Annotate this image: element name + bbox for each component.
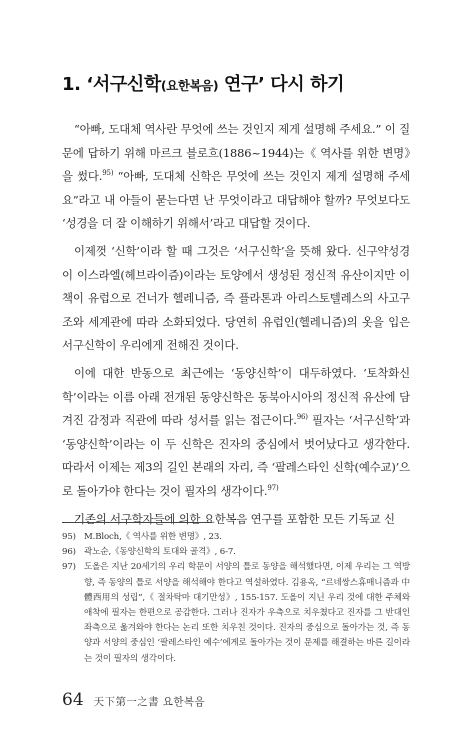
- page-number: 64: [62, 690, 84, 710]
- footnote: [62, 545, 410, 560]
- paragraph: [62, 240, 410, 358]
- page-footer: [62, 690, 205, 710]
- heading-prefix: 1. ‘서구신학: [62, 74, 161, 95]
- footnote-number: 95): [62, 532, 76, 542]
- footnote-text: M.Bloch,《 역사를 위한 변명》, 23.: [84, 532, 222, 542]
- footnotes: [62, 530, 410, 667]
- paragraph: [62, 508, 410, 532]
- paragraph-text: “아빠, 도대체 신학은 무엇에 쓰는 것인지 제게 설명해 주세요”라고 내 아들이 묻는다면 난 무엇이라고 대답해야 할까? 무엇보다도 ‘성경을 더 잘 이해하기 위해서’라고 대답할 것이다.: [62, 169, 410, 231]
- body-text: [62, 118, 410, 531]
- paragraph-text: 기존의 서구학자들에 의한 요한복음 연구를 포함한 모든 기독교 신: [74, 511, 395, 526]
- paragraph: [62, 118, 410, 236]
- footnote-ref: 95): [102, 169, 114, 178]
- running-head: 天下第一之書 요한복음: [93, 696, 205, 708]
- footnote: [62, 560, 410, 666]
- footnote-number: 97): [62, 562, 76, 573]
- footnote-text: 곽노순,《동양신학의 토대와 골격》, 6-7.: [84, 547, 236, 558]
- footnote-ref: 97): [267, 484, 279, 493]
- heading-suffix: 연구’ 다시 하기: [218, 74, 345, 95]
- footnote: [62, 530, 410, 545]
- footnote-ref: 96): [296, 413, 308, 422]
- paragraph: [62, 362, 410, 504]
- paragraph-text: “아빠, 도대체 역사란 무엇에 쓰는 것인지 제게 설명해 주세요.” 이 질문에 답하기 위해 마르크 블로흐(1886~1944)는《 역사를 위한 변명》을 썼다.: [62, 122, 410, 184]
- footnote-text: 도올은 지난 20세기의 우리 학문이 서양의 틀로 동양을 해석했다면, 이제 우리는 그 역방향, 즉 동양의 틀로 서양을 해석해야 한다고 역설하였다. 김용옥, “르네쌍스휴매니즘과 中體西用의 성립”,《 절차탁마 대기만성》, 155-157. 도올이 지닌 우리 것에 대한 주체와 애착에 필자는 한편으로 공감한다. 그러나 진자가 우측으로 치우쳤다고 진자를 그 반대인 좌측으로 옮겨와야 한다는 논리 또한 치우친 것이다. 진자의 중심으로 돌아가는 것, 즉 동양과 서양의 중심인 ‘팔레스타인 예수’에게로 돌아가는 것이 문제를 해결하는 바른 길이라는 것이 필자의 생각이다.: [84, 562, 410, 664]
- section-heading: [62, 70, 344, 96]
- paragraph-text: 필자는 ‘서구신학’과 ‘동양신학’이라는 이 두 신학은 진자의 중심에서 벗어났다고 생각한다. 따라서 이제는 제3의 길인 본래의 자리, 즉 ‘팔레스타인 신학(예수교)’으로 돌아가야 한다는 것이 필자의 생각이다.: [62, 413, 410, 498]
- footnote-divider: [62, 522, 212, 523]
- paragraph-text: 이에 대한 반동으로 최근에는 ‘동양신학’이 대두하였다. ‘토착화신학’이라는 이름 아래 전개된 동양신학은 동북아시아의 정신적 유산에 담겨진 감정과 직관에 따라 성서를 읽는 접근이다.: [62, 365, 410, 428]
- paragraph-text: 이제껏 ‘신학’이라 할 때 그것은 ‘서구신학’을 뜻해 왔다. 신구약성경이 이스라엘(헤브라이즘)이라는 토양에서 생성된 정신적 유산이지만 이 책이 유럽으로 건너가 헬레니즘, 즉 플라톤과 아리스토텔레스의 사고구조와 세계관에 따라 소화되었다. 당연히 유럽인(헬레니즘)의 옷을 입은 서구신학이 우리에게 전해진 것이다.: [62, 243, 410, 353]
- footnote-number: 96): [62, 547, 76, 558]
- heading-parenthetical: (요한복음): [160, 78, 219, 93]
